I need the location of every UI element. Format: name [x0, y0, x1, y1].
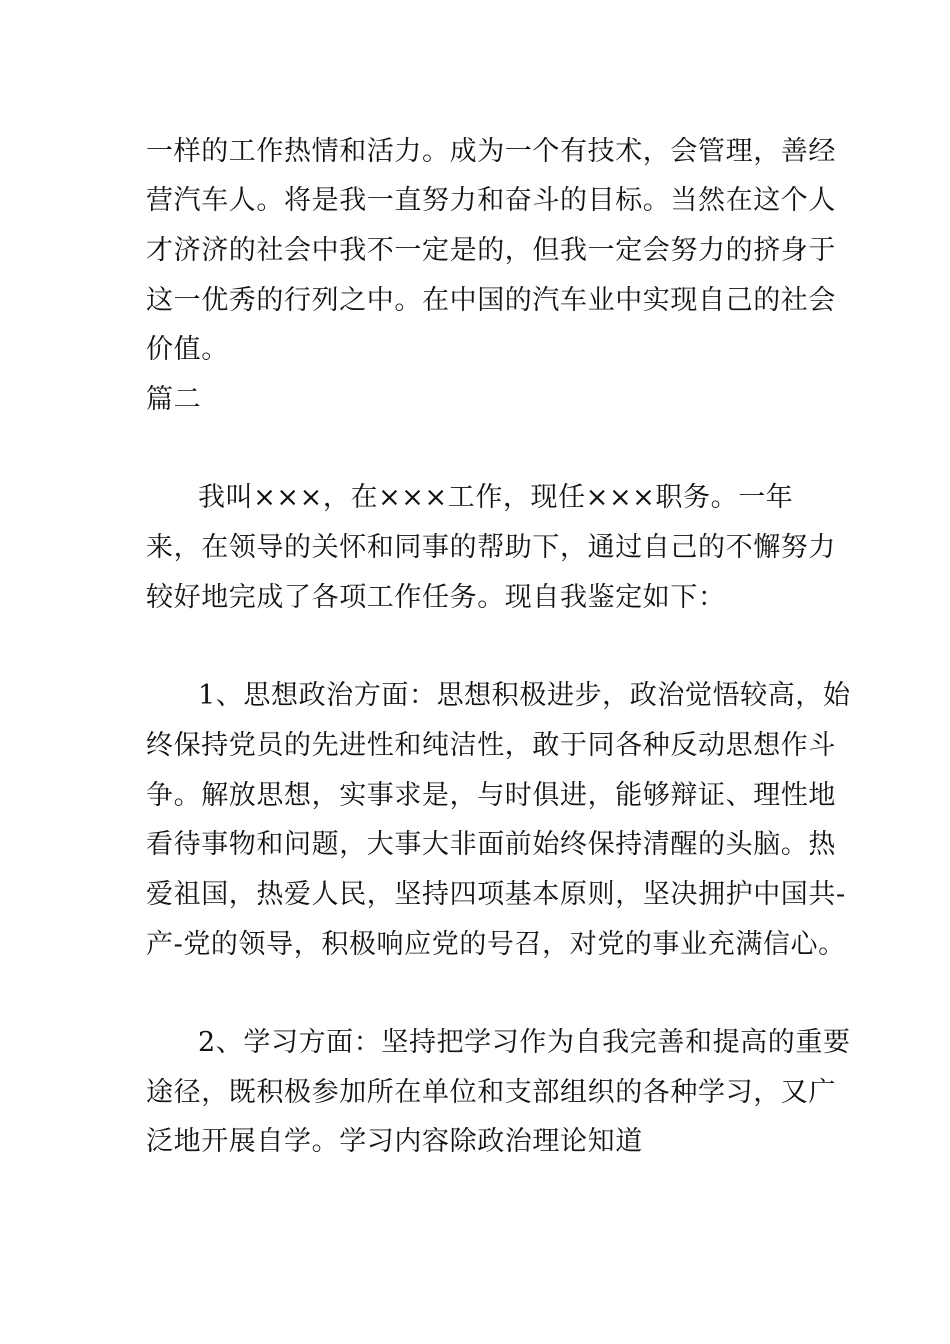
text-line: 产-党的领导，积极响应党的号召，对党的事业充满信心。 [146, 929, 846, 960]
text-line: 途径，既积极参加所在单位和支部组织的各种学习，又广 [146, 1077, 836, 1108]
text-line: 才济济的社会中我不一定是的，但我一定会努力的挤身于 [146, 235, 836, 266]
text-line: 营汽车人。将是我一直努力和奋斗的目标。当然在这个人 [146, 185, 836, 216]
text-line: 我叫×××，在×××工作，现任×××职务。一年 [198, 482, 794, 513]
section-heading: 篇二 [146, 384, 202, 415]
text-line: 泛地开展自学。学习内容除政治理论知道 [146, 1126, 643, 1157]
text-line: 1、思想政治方面：思想积极进步，政治觉悟较高，始 [198, 680, 851, 711]
text-line: 这一优秀的行列之中。在中国的汽车业中实现自己的社会 [146, 285, 836, 316]
text-line: 争。解放思想，实事求是，与时俱进，能够辩证、理性地 [146, 780, 836, 811]
text-line: 爱祖国，热爱人民，坚持四项基本原则，坚决拥护中国共- [146, 879, 846, 910]
text-line: 价值。 [146, 334, 229, 365]
text-line: 一样的工作热情和活力。成为一个有技术，会管理，善经 [146, 136, 836, 167]
text-line: 较好地完成了各项工作任务。现自我鉴定如下： [146, 582, 726, 613]
text-line: 来，在领导的关怀和同事的帮助下，通过自己的不懈努力 [146, 532, 836, 563]
text-line: 终保持党员的先进性和纯洁性，敢于同各种反动思想作斗 [146, 730, 836, 761]
text-line: 看待事物和问题，大事大非面前始终保持清醒的头脑。热 [146, 829, 836, 860]
text-line: 2、学习方面：坚持把学习作为自我完善和提高的重要 [198, 1027, 851, 1058]
